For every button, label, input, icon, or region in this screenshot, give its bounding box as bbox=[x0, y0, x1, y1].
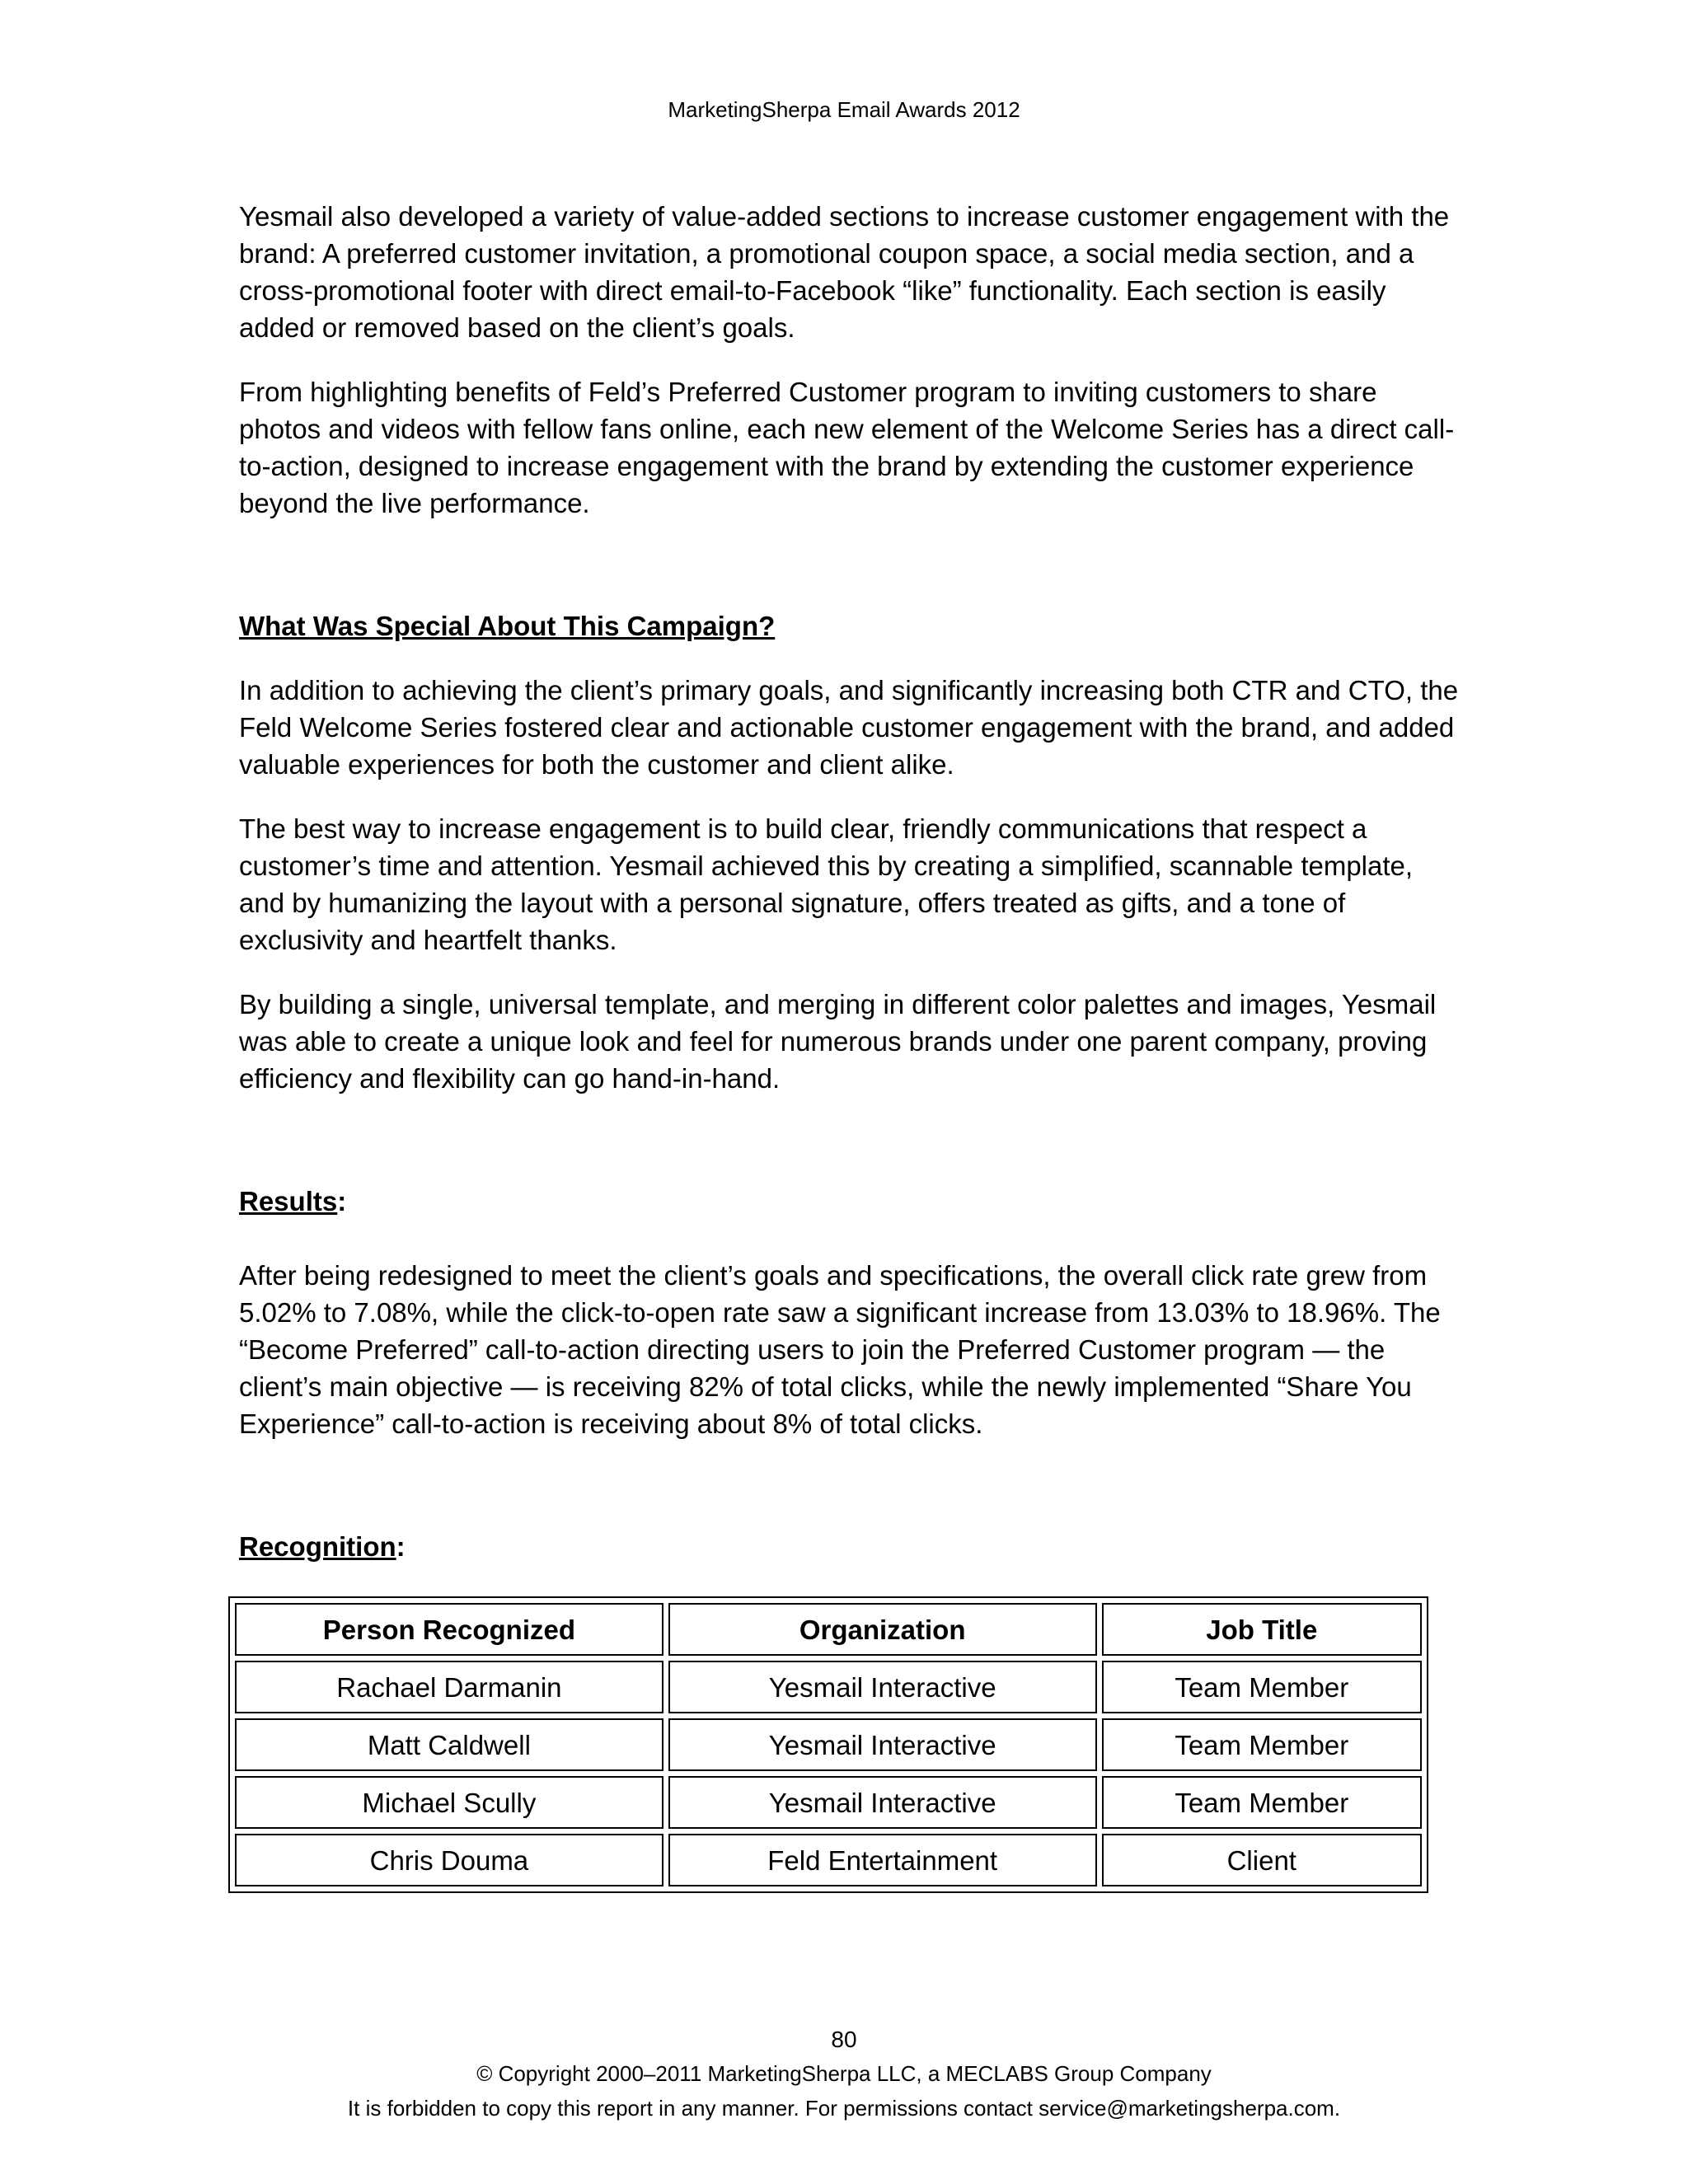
special-paragraph: The best way to increase engagement is to build clear, friendly communications that respect a customer’s time and attention. Yesmail achieved this by creating a simplified, scannable template, and by humanizing the layout with a personal signature, offers treated as gifts, and a tone of exclusivity and heartfelt thanks. bbox=[239, 813, 1414, 955]
column-header-person: Person Recognized bbox=[235, 1603, 663, 1656]
special-paragraph: By building a single, universal template, and merging in different color palettes and images, Yesmail was able to create a unique look and feel for numerous brands under one parent company, proving efficiency and flexibility can go hand-in-hand. bbox=[239, 989, 1437, 1094]
section-heading-results-text: Results bbox=[239, 1186, 338, 1216]
page-number: 80 bbox=[831, 2027, 857, 2052]
cell-organization: Feld Entertainment bbox=[668, 1834, 1097, 1886]
main-content bbox=[239, 198, 1459, 1893]
intro-paragraph: From highlighting benefits of Feld’s Preferred Customer program to inviting customers to share photos and videos with fellow fans online, each new element of the Welcome Series has a direct call-to-action, designed to increase engagement with the brand by extending the customer experience beyond the live performance. bbox=[239, 377, 1455, 518]
cell-organization: Yesmail Interactive bbox=[668, 1661, 1097, 1713]
cell-person: Chris Douma bbox=[235, 1834, 663, 1886]
cell-job-title: Client bbox=[1102, 1834, 1422, 1886]
recognition-table-frame bbox=[228, 1596, 1428, 1893]
intro-paragraph: Yesmail also developed a variety of value-added sections to increase customer engagement with the brand: A preferred customer invitation, a promotional coupon space, a social media section, and a cross-promotional footer with direct email-to-Facebook “like” functionality. Each section is easily added or removed based on the client’s goals. bbox=[239, 201, 1450, 343]
cell-person: Matt Caldwell bbox=[235, 1718, 663, 1771]
section-heading-special-text: What Was Special About This Campaign? bbox=[239, 611, 776, 641]
special-paragraph: In addition to achieving the client’s primary goals, and significantly increasing both CTR and CTO, the Feld Welcome Series fostered clear and actionable customer engagement with the brand, and added valuable experiences for both the customer and client alike. bbox=[239, 675, 1459, 780]
heading-colon: : bbox=[396, 1531, 406, 1562]
cell-person: Michael Scully bbox=[235, 1776, 663, 1829]
section-heading-special bbox=[239, 607, 1459, 644]
running-header: MarketingSherpa Email Awards 2012 bbox=[668, 97, 1020, 122]
cell-person: Rachael Darmanin bbox=[235, 1661, 663, 1713]
cell-job-title: Team Member bbox=[1102, 1776, 1422, 1829]
section-heading-results bbox=[239, 1183, 1459, 1220]
cell-job-title: Team Member bbox=[1102, 1718, 1422, 1771]
results-paragraph: After being redesigned to meet the client’s goals and specifications, the overall click rate grew from 5.02% to 7.08%, while the click-to-open rate saw a significant increase from 13.03% to 18.96%. The “Become Preferred” call-to-action directing users to join the Preferred Customer program — the client’s main objective — is receiving 82% of total clicks, while the newly implemented “Share You Experience” call-to-action is receiving about 8% of total clicks. bbox=[239, 1260, 1441, 1439]
copyright-notice: © Copyright 2000–2011 MarketingSherpa LLC, a MECLABS Group Company bbox=[476, 2061, 1212, 2086]
table-row bbox=[235, 1718, 1422, 1771]
heading-colon: : bbox=[337, 1186, 347, 1216]
column-header-organization: Organization bbox=[668, 1603, 1097, 1656]
column-header-job-title: Job Title bbox=[1102, 1603, 1422, 1656]
section-heading-recognition-text: Recognition bbox=[239, 1531, 396, 1562]
cell-job-title: Team Member bbox=[1102, 1661, 1422, 1713]
table-row bbox=[235, 1834, 1422, 1886]
permissions-notice: It is forbidden to copy this report in any manner. For permissions contact service@marketingsherpa.com. bbox=[347, 2096, 1341, 2121]
table-header-row bbox=[235, 1603, 1422, 1656]
cell-organization: Yesmail Interactive bbox=[668, 1776, 1097, 1829]
recognition-table bbox=[230, 1598, 1427, 1891]
table-row bbox=[235, 1661, 1422, 1713]
table-row bbox=[235, 1776, 1422, 1829]
cell-organization: Yesmail Interactive bbox=[668, 1718, 1097, 1771]
section-heading-recognition bbox=[239, 1528, 1459, 1565]
